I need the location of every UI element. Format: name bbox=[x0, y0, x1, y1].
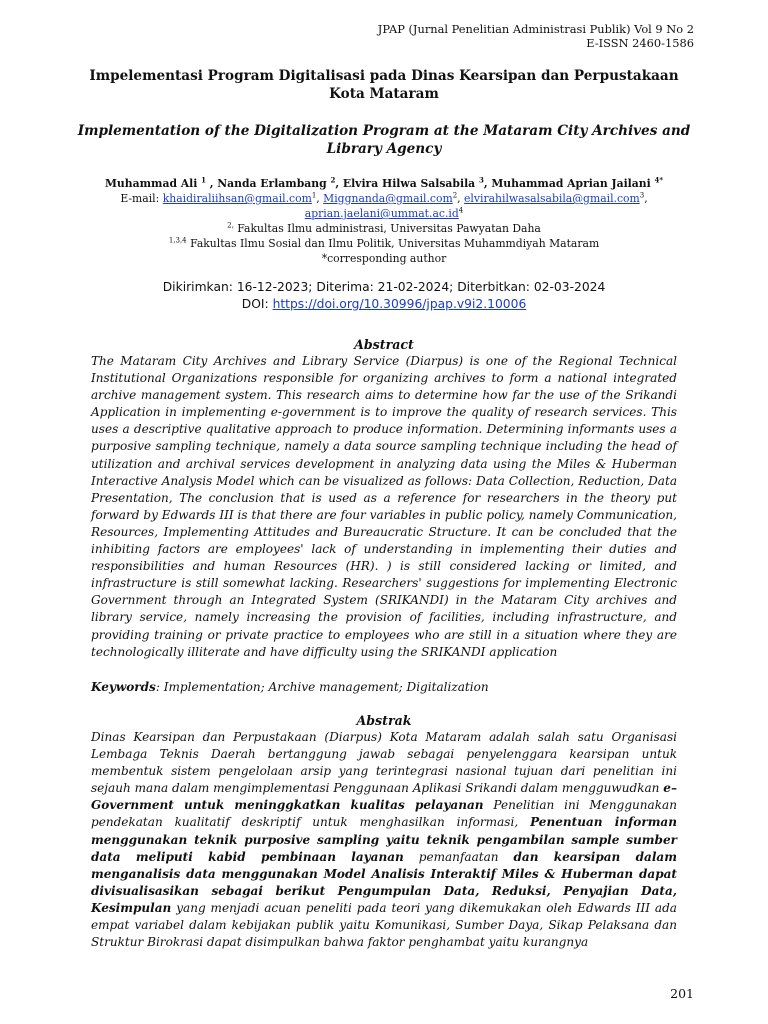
publication-dates bbox=[60, 279, 708, 313]
email-link-1[interactable]: khaidiraliihsan@gmail.com bbox=[162, 192, 312, 205]
abstrak-body bbox=[91, 729, 677, 951]
author-1: Muhammad Ali bbox=[104, 177, 198, 190]
affiliation-2-sup: 2, bbox=[227, 221, 234, 230]
email-label: E-mail: bbox=[120, 192, 160, 205]
abstrak-bold-3: dan kearsipan dalam menganalisis data menggunakan Model Analisis Interaktif Miles & Huberman dapat divisualisasikan sebagai berikut Pengumpulan Data, Reduksi, Penyajian Data, Kesimpulan bbox=[91, 849, 677, 915]
doi-line bbox=[60, 296, 708, 313]
doi-label: DOI: bbox=[241, 297, 269, 311]
abstrak-bold-2: Penentuan informan menggunakan teknik purposive sampling yaitu teknik pengambilan sample sumber data meliputi kabid pembinaan layanan bbox=[91, 815, 677, 864]
journal-name: JPAP (Jurnal Penelitian Administrasi Publik) Vol 9 No 2 bbox=[377, 22, 694, 36]
email-link-3[interactable]: elvirahilwasalsabila@gmail.com bbox=[464, 192, 640, 205]
abstrak-part-4: yang menjadi acuan peneliti pada teori yang dikemukakan oleh Edwards III ada empat variabel dalam kebijakan publik yaitu Komunikasi, Sumber Daya, Sikap Pelaksana dan Struktur Birokrasi dapat disimpulkan bahwa faktor penghambat yaitu kurangnya bbox=[91, 900, 677, 950]
keywords-text: : Implementation; Archive management; Digitalization bbox=[155, 680, 489, 694]
email-2-sup: 2 bbox=[452, 191, 458, 200]
abstrak-part-3: pemanfaatan bbox=[418, 849, 499, 864]
abstrak-heading: Abstrak bbox=[356, 713, 412, 728]
email-link-2[interactable]: Miggnanda@gmail.com bbox=[323, 192, 453, 205]
email-1-sup: 1 bbox=[311, 191, 317, 200]
affiliation-2 bbox=[60, 221, 708, 236]
author-4: Muhammad Aprian Jailani bbox=[491, 177, 651, 190]
paper-title-indonesian: Impelementasi Program Digitalisasi pada Dinas Kearsipan dan Perpustakaan Kota Mataram bbox=[89, 68, 679, 102]
affiliation-134-text: Fakultas Ilmu Sosial dan Ilmu Politik, Universitas Muhammdiyah Mataram bbox=[190, 237, 600, 250]
doi-link[interactable]: https://doi.org/10.30996/jpap.v9i2.10006 bbox=[272, 297, 527, 311]
affiliation-134-sup: 1,3,4 bbox=[168, 236, 187, 245]
affiliation-134 bbox=[60, 236, 708, 251]
author-names: Muhammad Ali $^1$ , Nanda Erlambang $^2$, Elvira Hilwa Salsabila $^3$, Muhammad Aprian Jailani $^{4*}$ bbox=[104, 175, 664, 190]
author-block bbox=[60, 176, 708, 266]
page-number: 201 bbox=[670, 986, 694, 1001]
author-2: Nanda Erlambang bbox=[217, 177, 327, 190]
journal-issn: E-ISSN 2460-1586 bbox=[586, 36, 694, 51]
author-3: Elvira Hilwa Salsabila bbox=[342, 177, 476, 190]
abstrak-bold-1: e–Government untuk meninggkatkan kualitas pelayanan bbox=[91, 781, 677, 813]
keywords-line bbox=[91, 679, 677, 696]
abstrak-part-2: Penelitian ini Menggunakan pendekatan kualitatif deskriptif untuk menghasilkan informasi, bbox=[91, 798, 677, 830]
running-header bbox=[378, 22, 694, 51]
email-3-sup: 3 bbox=[639, 191, 645, 200]
abstrak-part-1: Dinas Kearsipan dan Perpustakaan (Diarpus) Kota Mataram adalah salah satu Organisasi Lembaga Teknis Daerah bertanggung jawab sebagai penyelenggara kearsipan untuk membentuk sistem pengelolaan arsip yang terintegrasi nasional tujuan dari penelitian ini sejauh mana dalam mengimplementasi Penggunaan Aplikasi Srikandi dalam mengguwudkan bbox=[91, 730, 677, 796]
author-2-sup: 2 bbox=[330, 175, 336, 185]
email-line-2 bbox=[60, 206, 708, 221]
affiliation-2-text: Fakultas Ilmu administrasi, Universitas Pawyatan Daha bbox=[237, 222, 541, 235]
abstract-body: The Mataram City Archives and Library Service (Diarpus) is one of the Regional Technical Institutional Organizations responsible for organizing archives to form a national integrated archive management system. This research aims to determine how far the use of the Srikandi Application in implementing e-government is to improve the quality of research services. This uses a descriptive qualitative approach to produce information. Determining informants uses a purposive sampling technique, namely a data source sampling technique including the head of utilization and archival services development in analyzing data using the Miles & Huberman Interactive Analysis Model which can be visualized as follows: Data Collection, Reduction, Data Presentation, The conclusion that is used as a reference for researchers in the theory put forward by Edwards III is that there are four variables in public policy, namely Communication, Resources, Implementing Attitudes and Bureaucratic Structure. It can be concluded that the inhibiting factors are employees' lack of understanding in implementing their duties and responsibilities and human Resources (HR). ) is still considered lacking or limited, and infrastructure is still somewhat lacking. Researchers' suggestions for implementing Electronic Government through an Integrated System (SRIKANDI) in the Mataram City archives and library service, namely increasing the provision of facilities, including infrastructure, and providing training or private practice to employees who are still in a situation where they are technologically illiterate and have difficulty using the SRIKANDI application bbox=[91, 354, 677, 659]
email-4-sup: 4 bbox=[458, 206, 464, 215]
abstract-heading: Abstract bbox=[354, 337, 414, 352]
email-line: E-mail: khaidiraliihsan@gmail.com$^1$, Miggnanda@gmail.com$^2$, elvirahilwasalsabila@gmail.com$^3$, bbox=[120, 191, 648, 205]
author-4-sup: 4* bbox=[654, 175, 664, 185]
paper-title-english: Implementation of the Digitalization Program at the Mataram City Archives and Library Agency bbox=[77, 123, 691, 157]
email-link-4[interactable]: aprian.jaelani@ummat.ac.id bbox=[304, 207, 459, 220]
keywords-label: Keywords bbox=[91, 680, 156, 694]
corresponding-note: *corresponding author bbox=[321, 252, 447, 265]
submission-dates: Dikirimkan: 16-12-2023; Diterima: 21-02-2024; Diterbitkan: 02-03-2024 bbox=[162, 280, 606, 294]
author-1-sup: 1 bbox=[201, 175, 206, 185]
author-3-sup: 3 bbox=[478, 175, 484, 185]
